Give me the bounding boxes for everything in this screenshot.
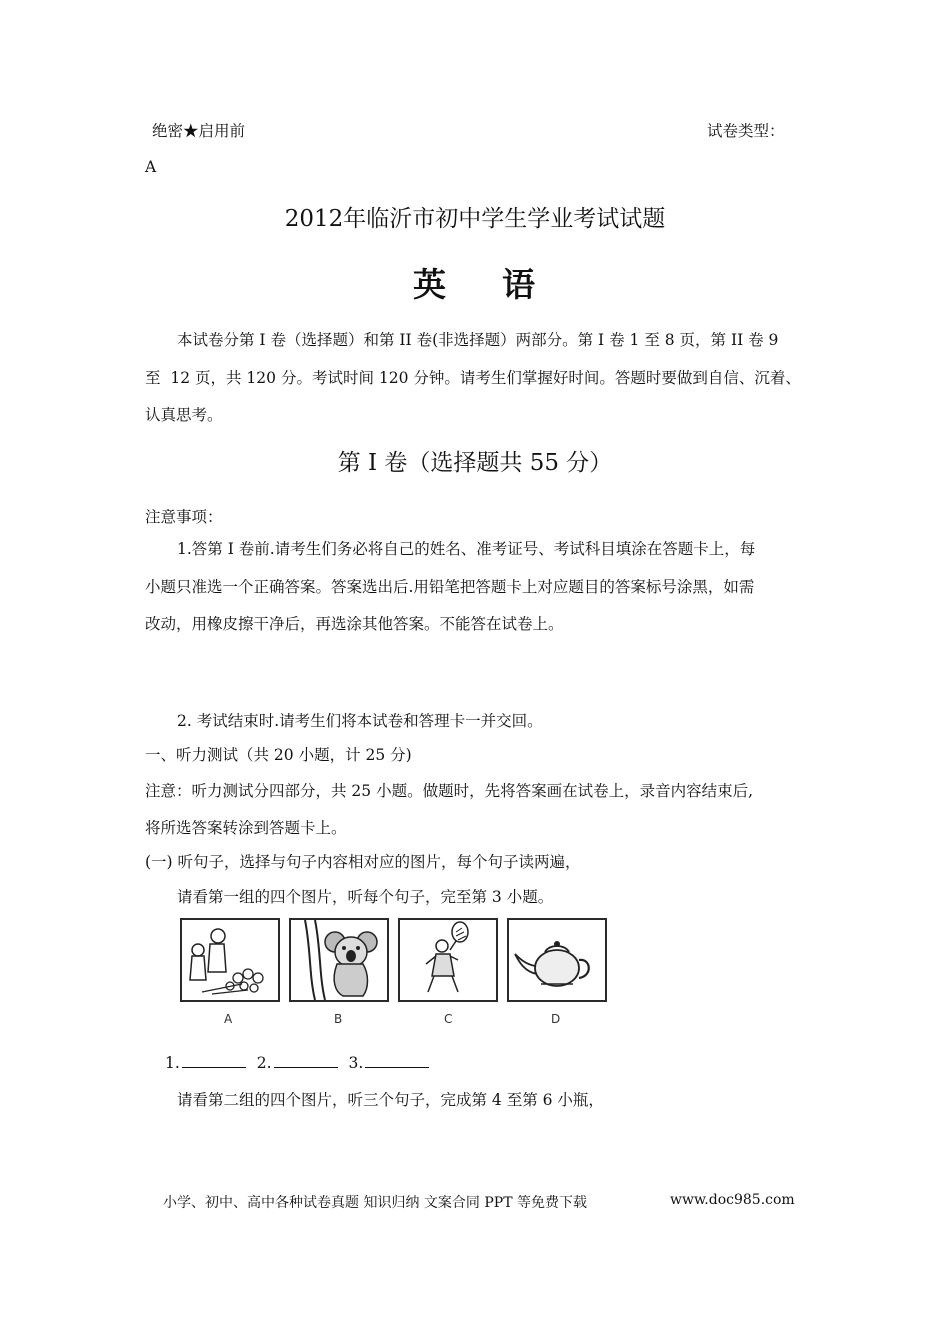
picture-b: [289, 918, 389, 1002]
sub1-heading: (一) 听句子，选择与句子内容相对应的图片，每个句子读两遍，: [145, 853, 581, 871]
children-flowers-icon: [182, 920, 278, 1000]
picture-d: [507, 918, 607, 1002]
picture-label-d: D: [551, 1012, 561, 1026]
tennis-player-icon: [400, 920, 496, 1000]
picture-label-b: B: [334, 1012, 343, 1026]
notice-1-line-1: 1.答第 I 卷前.请考生们务必将自己的姓名、准考证号、考试科目填涂在答题卡上，每: [177, 540, 756, 558]
answer-line: [165, 1054, 435, 1072]
section-title: 第 I 卷（选择题共 55 分）: [337, 450, 613, 476]
notice-1-line-2: 小题只准选一个正确答案。答案选出后.用铅笔把答题卡上对应题目的答案标号涂黑，如需: [145, 578, 755, 596]
answer-3-blank[interactable]: [365, 1055, 429, 1068]
answer-2-number: 2.: [256, 1054, 272, 1072]
paper-type-label: 试卷类型：: [707, 122, 785, 140]
group1-instruction: 请看第一组的四个图片，听每个句子，完至第 3 小题。: [177, 888, 554, 906]
intro-line-1: 本试卷分第 I 卷（选择题）和第 II 卷(非选择题）两部分。第 I 卷 1 至 8 页，第 II 卷 9: [177, 331, 779, 349]
part1-note-line-2: 将所选答案转涂到答题卡上。: [145, 819, 347, 837]
footer-url[interactable]: www.doc985.com: [670, 1192, 795, 1208]
intro-line-3: 认真思考。: [145, 406, 223, 424]
confidential-label: 绝密★启用前: [152, 122, 246, 140]
answer-1-number: 1.: [165, 1054, 180, 1072]
subject-title: 英 语: [413, 265, 537, 304]
picture-label-c: C: [444, 1012, 453, 1026]
part1-heading: 一、听力测试（共 20 小题，计 25 分): [145, 746, 412, 764]
paper-type-letter: A: [145, 158, 157, 176]
teapot-icon: [509, 920, 605, 1000]
exam-title: 2012年临沂市初中学生学业考试试题: [284, 206, 666, 232]
picture-label-a: A: [224, 1012, 233, 1026]
footer-text: 小学、初中、高中各种试卷真题 知识归纳 文案合同 PPT 等免费下载: [163, 1195, 587, 1211]
notice-heading: 注意事项：: [145, 508, 223, 526]
koala-icon: [291, 920, 387, 1000]
part1-note-line-1: 注意：听力测试分四部分，共 25 小题。做题时，先将答案画在试卷上，录音内容结束后,: [145, 782, 754, 800]
group2-instruction: 请看第二组的四个图片，听三个句子，完成第 4 至第 6 小瓶，: [177, 1091, 604, 1109]
notice-1-line-3: 改动，用橡皮擦干净后，再选涂其他答案。不能答在试卷上。: [145, 615, 564, 633]
intro-line-2: 至 12 页，共 120 分。考试时间 120 分钟。请考生们掌握好时间。答题时要做到自信、沉着、: [145, 369, 801, 387]
answer-3-number: 3.: [348, 1054, 364, 1072]
notice-2: 2. 考试结束时.请考生们将本试卷和答理卡一并交回。: [177, 712, 543, 730]
picture-c: [398, 918, 498, 1002]
picture-a: [180, 918, 280, 1002]
answer-2-blank[interactable]: [274, 1055, 338, 1068]
answer-1-blank[interactable]: [182, 1055, 246, 1068]
